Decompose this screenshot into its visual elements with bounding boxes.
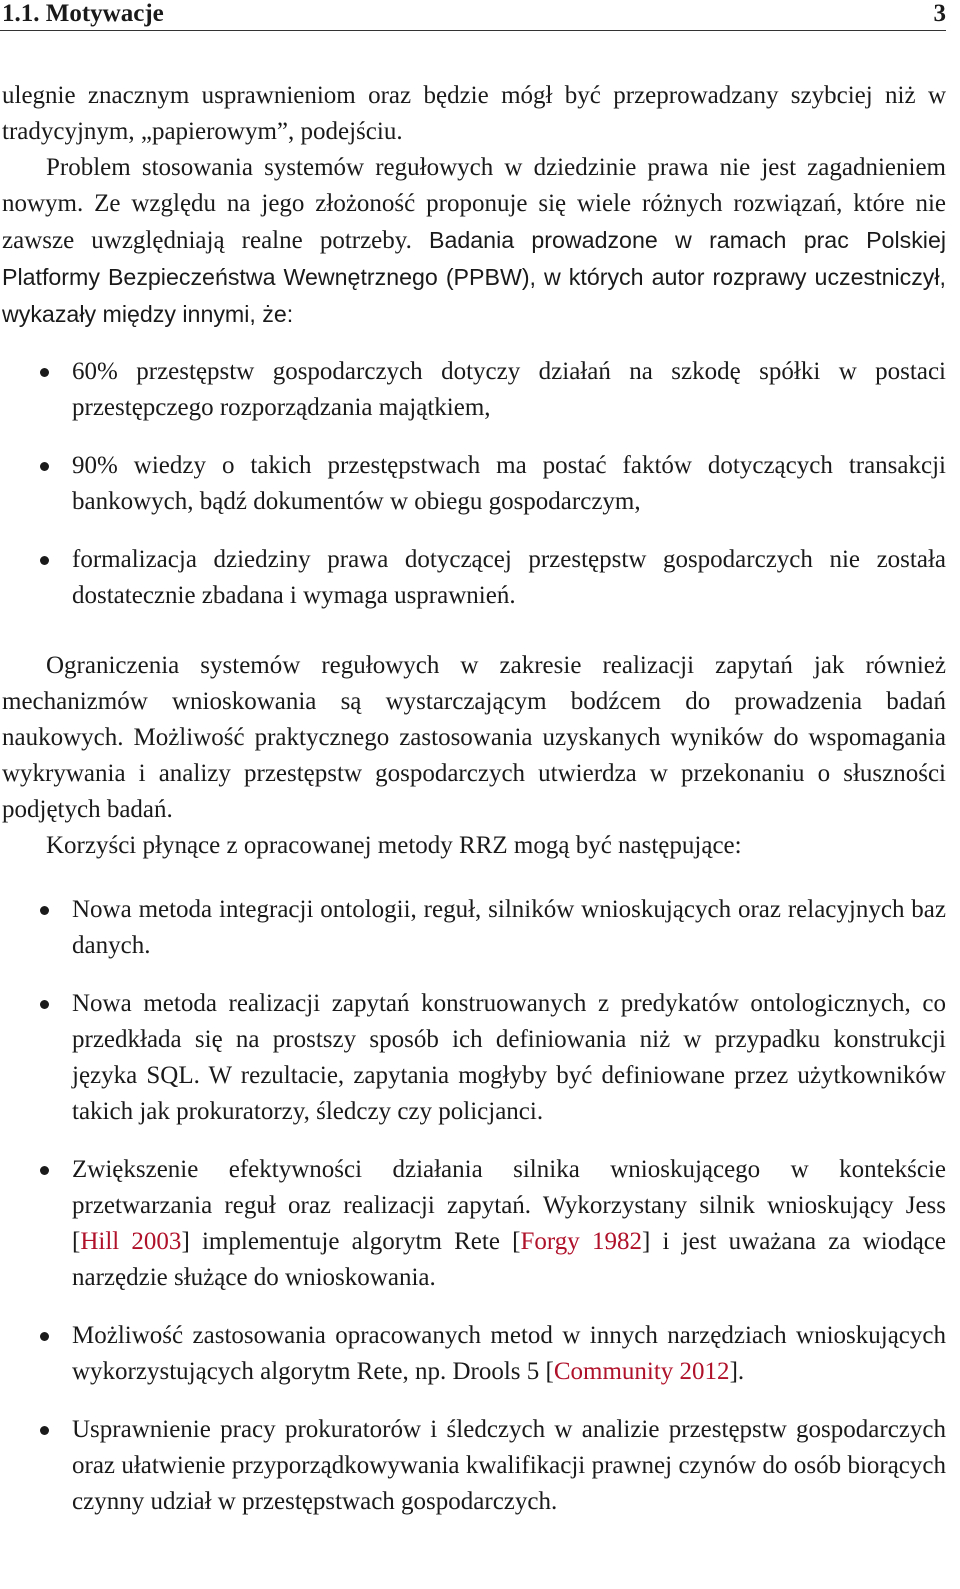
list-item: Zwiększenie efektywności działania silnika wnioskującego w kontekście przetwarzania reguł oraz realizacji zapytań. Wykorzystany silnik wnioskujący Jess [Hill 2003] implementuje algorytm Rete [Forgy 1982] i jest uważana za wiodące narzędzie służące do wnioskowania. [2,1152,946,1296]
citation-link-hill[interactable]: Hill 2003 [80,1228,182,1255]
list-item: 90% wiedzy o takich przestępstwach ma postać faktów dotyczących transakcji bankowych, bądź dokumentów w obiegu gospodarczym, [2,448,946,520]
intro-continuation: ulegnie znacznym usprawnieniom oraz będzie mógł być przeprowadzany szybciej niż w tradycyjnym, „papierowym”, podejściu. [2,82,946,145]
intro-problem-text: Problem stosowania systemów regułowych w dziedzinie prawa nie jest zagadnieniem nowym. Ze względu na jego złożoność proponuje się wiele różnych rozwiązań, które nie zawsze uwzględniają realne potrzeby. [2,154,946,254]
limitations-section [2,648,946,864]
findings-list [2,354,946,614]
bullet-icon [40,556,49,565]
list-item: 60% przestępstw gospodarczych dotyczy działań na szkodę spółki w postaci przestępczego rozporządzania majątkiem, [2,354,946,426]
bullet-icon [40,906,49,915]
section-title: 1.1. Motywacje [2,0,164,27]
list-item: Usprawnienie pracy prokuratorów i śledczych w analizie przestępstw gospodarczych oraz ułatwienie przyporządkowywania kwalifikacji prawnej czynów do osób biorących czynny udział w przestępstwach gospodarczych. [2,1412,946,1520]
bullet-icon [40,1426,49,1435]
citation-link-community[interactable]: Community 2012 [553,1358,730,1385]
running-header [0,0,946,31]
intro-paragraph [2,78,946,333]
list-item: Nowa metoda integracji ontologii, reguł, silników wnioskujących oraz relacyjnych baz danych. [2,892,946,964]
page-number: 3 [933,0,946,27]
bullet-icon [40,1332,49,1341]
list-item: Możliwość zastosowania opracowanych metod w innych narzędziach wnioskujących wykorzystujących algorytm Rete, np. Drools 5 [Community 2012]. [2,1318,946,1390]
benefits-list [2,892,946,1520]
bullet-icon [40,1000,49,1009]
list-item: formalizacja dziedziny prawa dotyczącej przestępstw gospodarczych nie została dostatecznie zbadana i wymaga usprawnień. [2,542,946,614]
bullet-icon [40,368,49,377]
bullet-icon [40,1166,49,1175]
bullet-icon [40,462,49,471]
intro-research-text: Badania prowadzone w ramach prac Polskiej Platformy Bezpieczeństwa Wewnętrznego (PPBW), w których autor rozprawy uczestniczył, wykazały między innymi, że: [2,227,946,327]
limitations-paragraph: Ograniczenia systemów regułowych w zakresie realizacji zapytań jak również mechanizmów wnioskowania są wystarczającym bodźcem do prowadzenia badań naukowych. Możliwość praktycznego zastosowania uzyskanych wyników do wspomagania wykrywania i analizy przestępstw gospodarczych utwierdza w przekonaniu o słuszności podjętych badań. [2,652,946,823]
list-item: Nowa metoda realizacji zapytań konstruowanych z predykatów ontologicznych, co przedkłada się na prostszy sposób ich definiowania niż w przypadku konstrukcji języka SQL. W rezultacie, zapytania mogłyby być definiowane przez użytkowników takich jak prokuratorzy, śledczy czy policjanci. [2,986,946,1130]
citation-link-forgy[interactable]: Forgy 1982 [520,1228,642,1255]
benefits-intro: Korzyści płynące z opracowanej metody RRZ mogą być następujące: [46,832,742,859]
intro-problem [2,150,946,333]
